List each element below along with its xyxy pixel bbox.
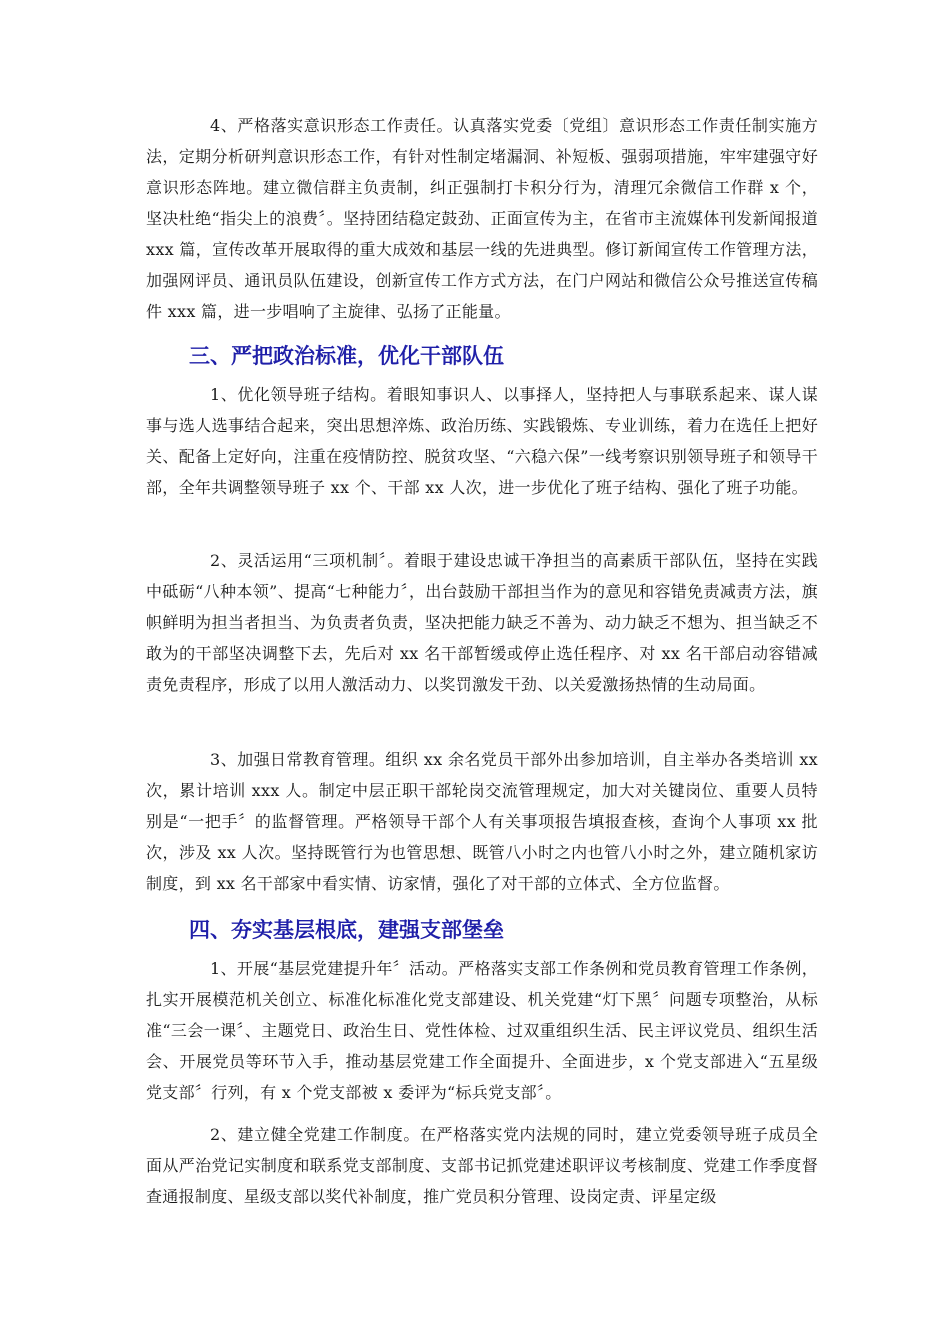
paragraph-party-work-system: 2、建立健全党建工作制度。在严格落实党内法规的同时，建立党委领导班子成员全面从严治党记实制度和联系党支部制度、支部书记抓党建述职评议考核制度、党建工作季度督查通报制度、星级支部以奖代补制度，推广党员积分管理、设岗定责、评星定级	[146, 1125, 818, 1206]
section-heading-4: 四、夯实基层根底，建强支部堡垒	[189, 918, 504, 942]
paragraph-grassroots-party-building: 1、开展“基层党建提升年〞活动。严格落实支部工作条例和党员教育管理工作条例，扎实开展模范机关创立、标准化标准化党支部建设、机关党建“灯下黑〞问题专项整治，从标准“三会一课〞、主题党日、政治生日、党性体检、过双重组织生活、民主评议党员、组织生活会、开展党员等环节入手，推动基层党建工作全面提升、全面进步，x 个党支部进入“五星级党支部〞行列，有 x 个党支部被 x 委评为“标兵党支部〞。	[146, 959, 818, 1102]
paragraph-daily-education: 3、加强日常教育管理。组织 xx 余名党员干部外出参加培训，自主举办各类培训 xx 次，累计培训 xxx 人。制定中层正职干部轮岗交流管理规定，加大对关键岗位、重要人员特别是“一把手〞的监督管理。严格领导干部个人有关事项报告填报查核，查询个人事项 xx 批次，涉及 xx 人次。坚持既管行为也管思想、既管八小时之内也管八小时之外，建立随机家访制度，到 xx 名干部家中看实情、访家情，强化了对干部的立体式、全方位监督。	[146, 750, 818, 893]
paragraph-ideology-responsibility: 4、严格落实意识形态工作责任。认真落实党委〔党组〕意识形态工作责任制实施方法，定期分析研判意识形态工作，有针对性制定堵漏洞、补短板、强弱项措施，牢牢建强守好意识形态阵地。建立微信群主负责制，纠正强制打卡积分行为，清理冗余微信工作群 x 个，坚决杜绝“指尖上的浪费〞。坚持团结稳定鼓劲、正面宣传为主，在省市主流媒体刊发新闻报道 xxx 篇，宣传改革开展取得的重大成效和基层一线的先进典型。修订新闻宣传工作管理方法，加强网评员、通讯员队伍建设，创新宣传工作方式方法，在门户网站和微信公众号推送宣传稿件 xxx 篇，进一步唱响了主旋律、弘扬了正能量。	[146, 116, 818, 321]
paragraph-three-mechanisms: 2、灵活运用“三项机制〞。着眼于建设忠诚干净担当的高素质干部队伍，坚持在实践中砥砺“八种本领”、提高“七种能力〞，出台鼓励干部担当作为的意见和容错免责减责方法，旗帜鲜明为担当者担当、为负责者负责，坚决把能力缺乏不善为、动力缺乏不想为、担当缺乏不敢为的干部坚决调整下去，先后对 xx 名干部暂缓或停止选任程序、对 xx 名干部启动容错减责免责程序，形成了以用人激活动力、以奖罚激发干劲、以关爱激扬热情的生动局面。	[146, 551, 818, 694]
paragraph-optimize-leadership: 1、优化领导班子结构。着眼知事识人、以事择人，坚持把人与事联系起来、谋人谋事与选人选事结合起来，突出思想淬炼、政治历练、实践锻炼、专业训练，着力在选任上把好关、配备上定好向，注重在疫情防控、脱贫攻坚、“六稳六保”一线考察识别领导班子和领导干部，全年共调整领导班子 xx 个、干部 xx 人次，进一步优化了班子结构、强化了班子功能。	[146, 385, 818, 497]
section-heading-3: 三、严把政治标准，优化干部队伍	[189, 344, 504, 368]
